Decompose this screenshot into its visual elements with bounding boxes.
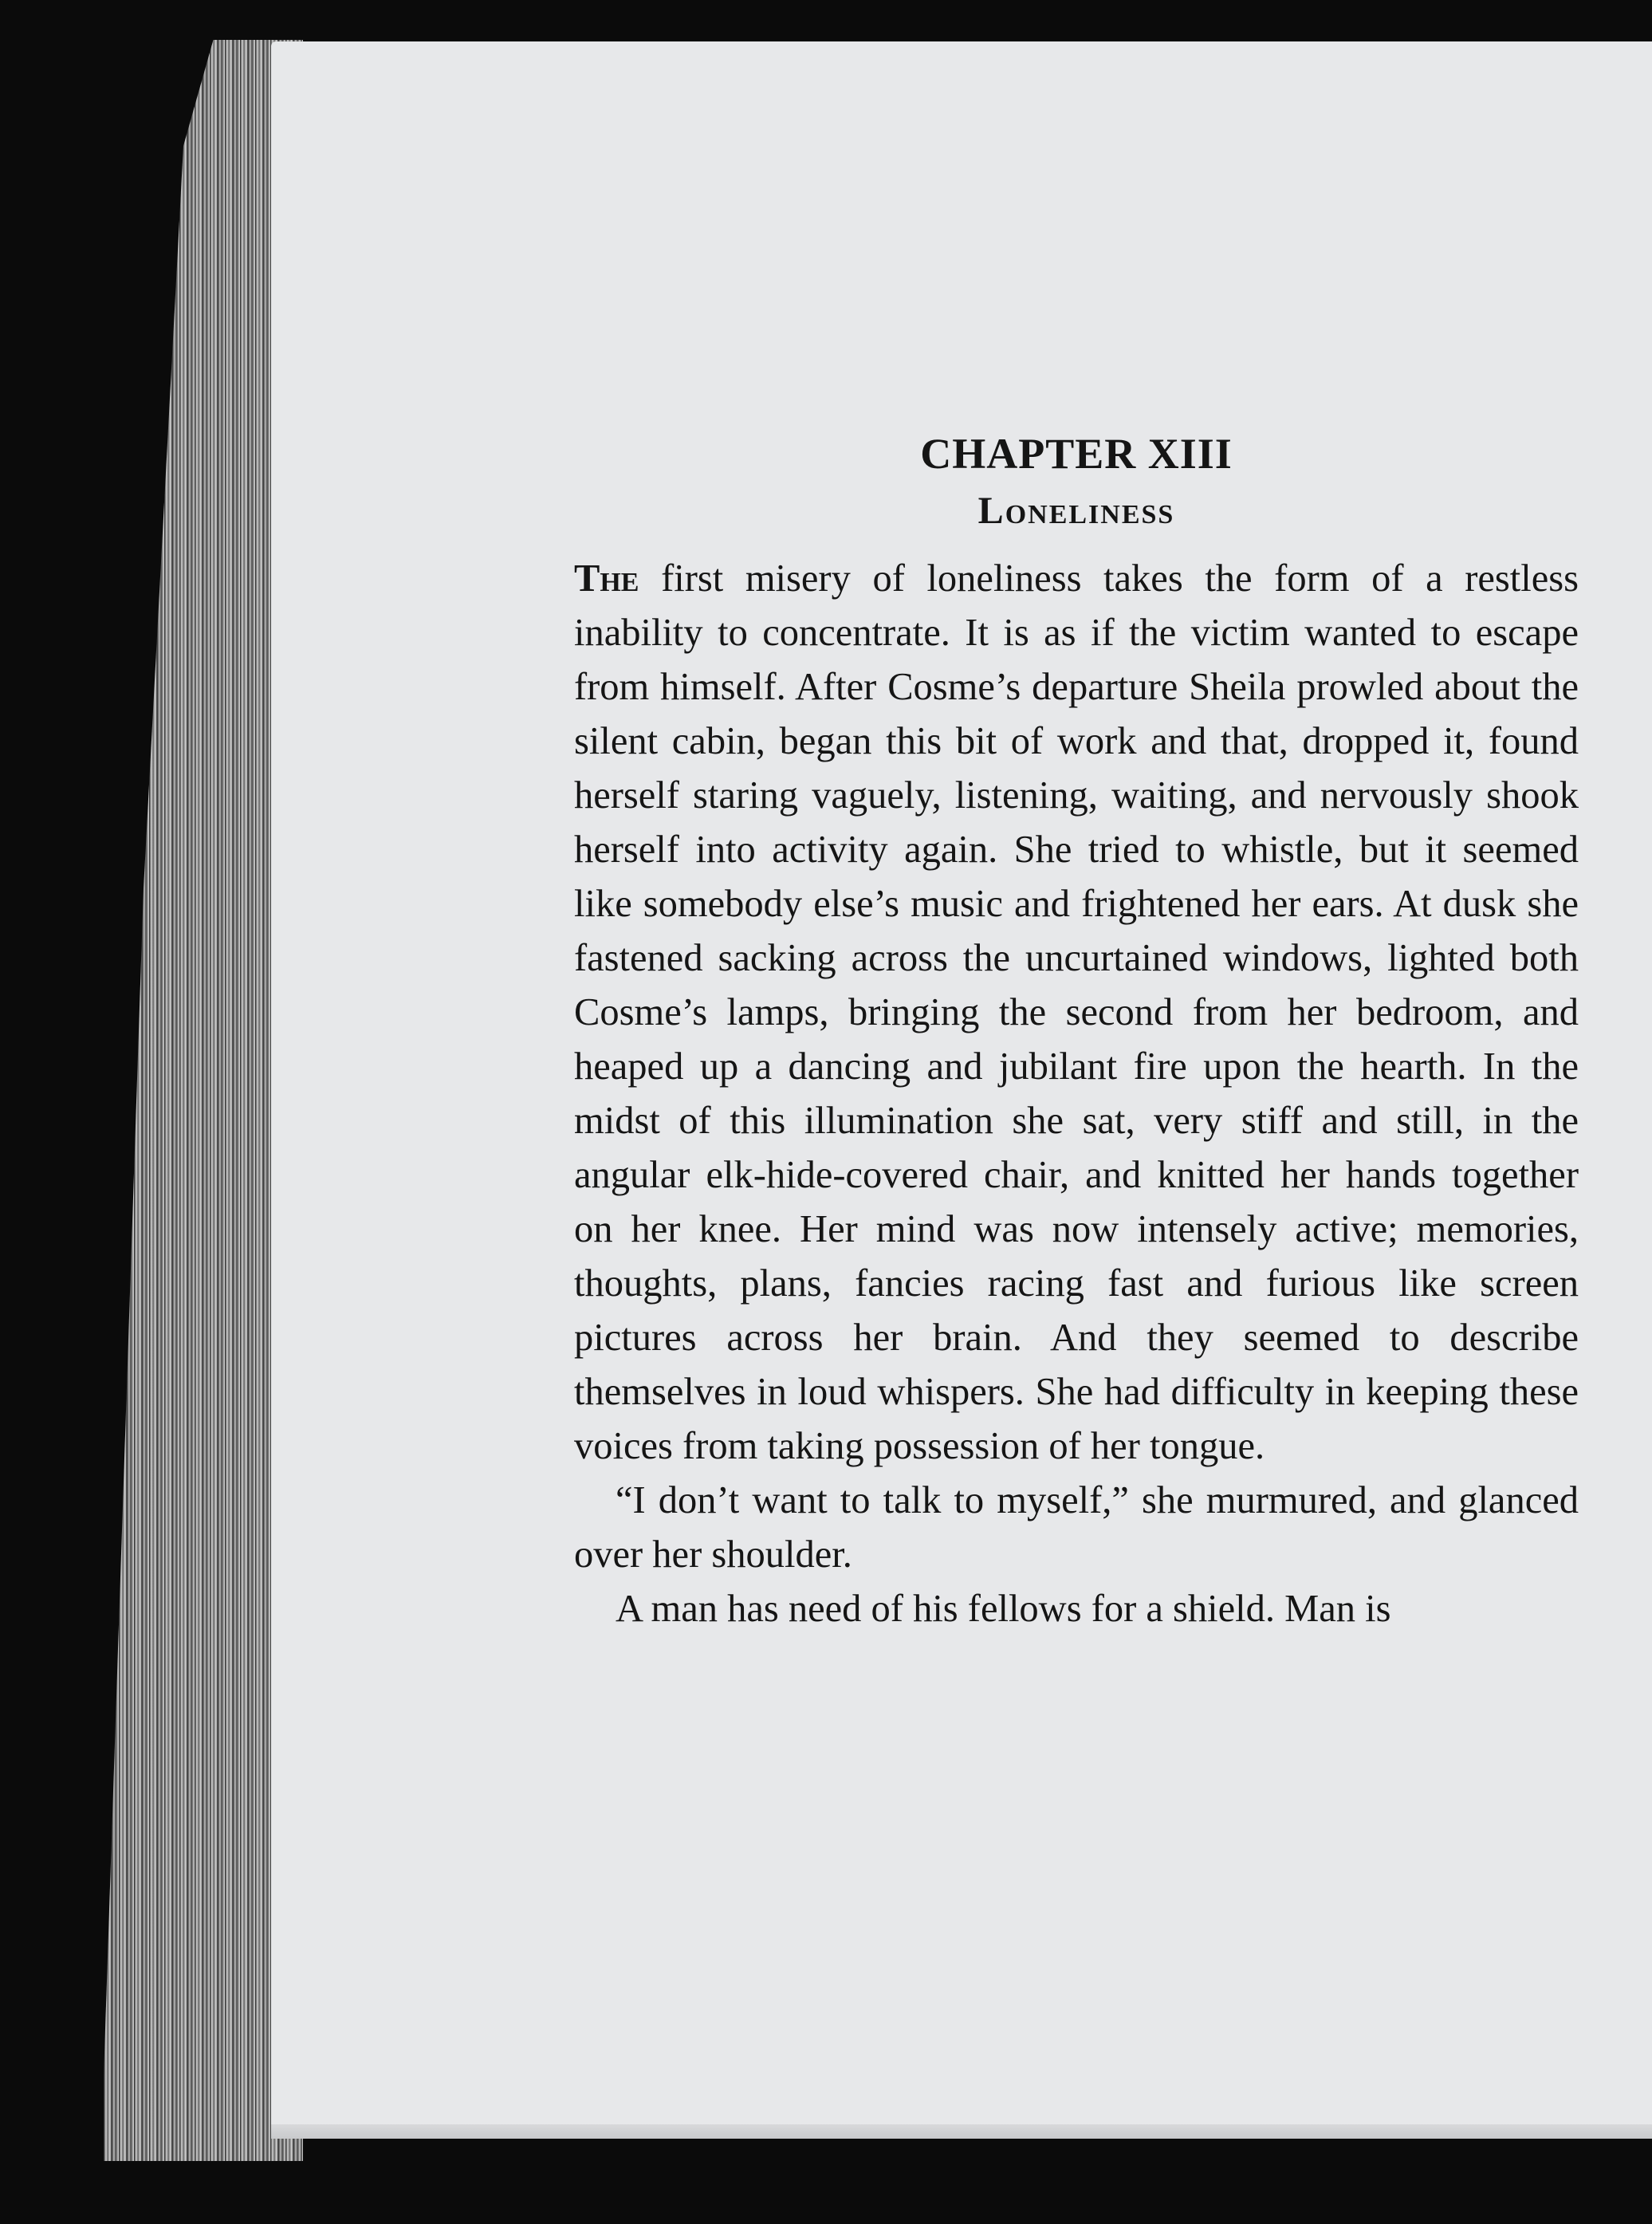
chapter-title: Loneliness bbox=[977, 490, 1175, 533]
paragraph-lead-word: The bbox=[574, 557, 639, 600]
chapter-heading: CHAPTER XIII bbox=[920, 430, 1233, 478]
paragraph-3: A man has need of his fellows for a shield. Man is bbox=[616, 1588, 1391, 1631]
paragraph-1 bbox=[574, 552, 1579, 1474]
paragraph-text: first misery of loneliness takes the form of a restless inability to concentrate. It is as if the victim wanted to escape from himself. After Cosme’s departure Sheila prowled about the silent cabin, began this bit of work and that, dropped it, found herself staring vaguely, listening, waiting, and nervously shook herself into activity again. She tried to whistle, but it seemed like somebody else’s music and frightened her ears. At dusk she fastened sacking across the uncurtained windows, lighted both Cosme’s lamps, bringing the second from her bedroom, and heaped up a dancing and jubilant fire upon the hearth. In the midst of this illumination she sat, very stiff and still, in the angular elk-hide-covered chair, and knitted her hands together on her knee. Her mind was now intensely active; memories, thoughts, plans, fancies racing fast and furious like screen pictures across her brain. And they seemed to describe themselves in loud whispers. She had difficulty in keeping these voices from taking possession of her tongue. bbox=[574, 557, 1579, 1468]
page-content bbox=[574, 431, 1579, 1636]
paragraph-2: “I don’t want to talk to myself,” she murmured, and glanced over her shoulder. bbox=[574, 1479, 1579, 1576]
